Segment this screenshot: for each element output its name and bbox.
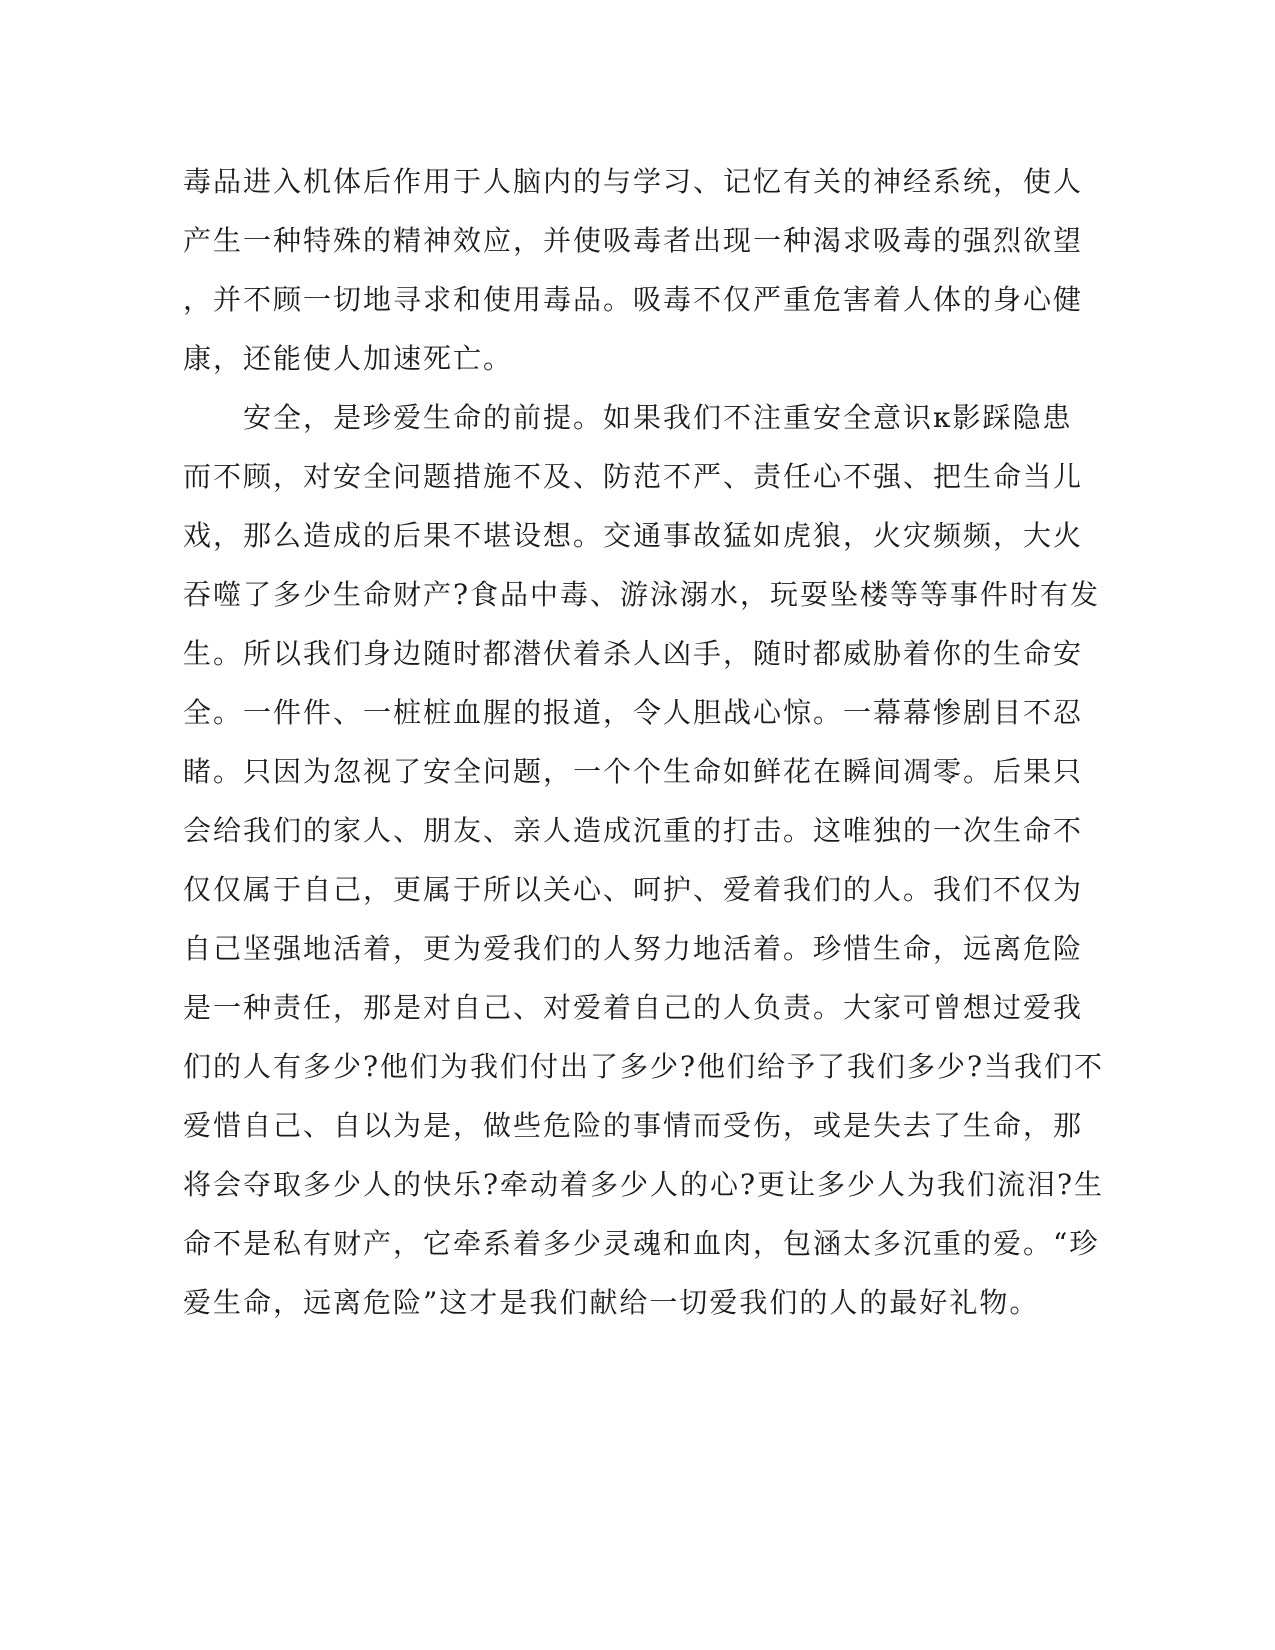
- paragraph-line: 命不是私有财产，它牵系着多少灵魂和血肉，包涵太多沉重的爱。“珍: [183, 1227, 1100, 1260]
- paragraph-line: 生。所以我们身边随时都潜伏着杀人凶手，随时都威胁着你的生命安: [183, 637, 1084, 670]
- paragraph-line: 仅仅属于自己，更属于所以关心、呵护、爱着我们的人。我们不仅为: [183, 873, 1084, 906]
- paragraph-line: ，并不顾一切地寻求和使用毒品。吸毒不仅严重危害着人体的身心健: [183, 283, 1084, 316]
- paragraph-line: 将会夺取多少人的快乐?牵动着多少人的心?更让多少人为我们流泪?生: [183, 1168, 1105, 1201]
- paragraph-2: [183, 388, 1105, 1332]
- paragraph-line: 会给我们的家人、朋友、亲人造成沉重的打击。这唯独的一次生命不: [183, 814, 1084, 847]
- paragraph-line: 产生一种特殊的精神效应，并使吸毒者出现一种渴求吸毒的强烈欲望: [183, 224, 1084, 257]
- paragraph-line: 毒品进入机体后作用于人脑内的与学习、记忆有关的神经系统，使人: [183, 165, 1084, 198]
- paragraph-line: 们的人有多少?他们为我们付出了多少?他们给予了我们多少?当我们不: [183, 1050, 1105, 1083]
- paragraph-line: 爱生命，远离危险”这才是我们献给一切爱我们的人的最好礼物。: [183, 1286, 1040, 1319]
- paragraph-line: 全。一件件、一桩桩血腥的报道，令人胆战心惊。一幕幕惨剧目不忍: [183, 696, 1084, 729]
- paragraph-line: 安全，是珍爱生命的前提。如果我们不注重安全意识κ影踩隐患: [183, 401, 1073, 434]
- paragraph-line: 吞噬了多少生命财产?食品中毒、游泳溺水，玩耍坠楼等等事件时有发: [183, 578, 1101, 611]
- paragraph-line: 睹。只因为忽视了安全问题，一个个生命如鲜花在瞬间凋零。后果只: [183, 755, 1084, 788]
- paragraph-1: [183, 152, 1084, 388]
- paragraph-line: 而不顾，对安全问题措施不及、防范不严、责任心不强、把生命当儿: [183, 460, 1084, 493]
- paragraph-line: 戏，那么造成的后果不堪设想。交通事故猛如虎狼，火灾频频，大火: [183, 519, 1084, 552]
- paragraph-line: 自己坚强地活着，更为爱我们的人努力地活着。珍惜生命，远离危险: [183, 932, 1084, 965]
- paragraph-line: 是一种责任，那是对自己、对爱着自己的人负责。大家可曾想过爱我: [183, 991, 1084, 1024]
- paragraph-line: 爱惜自己、自以为是，做些危险的事情而受伤，或是失去了生命，那: [183, 1109, 1084, 1142]
- paragraph-line: 康，还能使人加速死亡。: [183, 342, 514, 375]
